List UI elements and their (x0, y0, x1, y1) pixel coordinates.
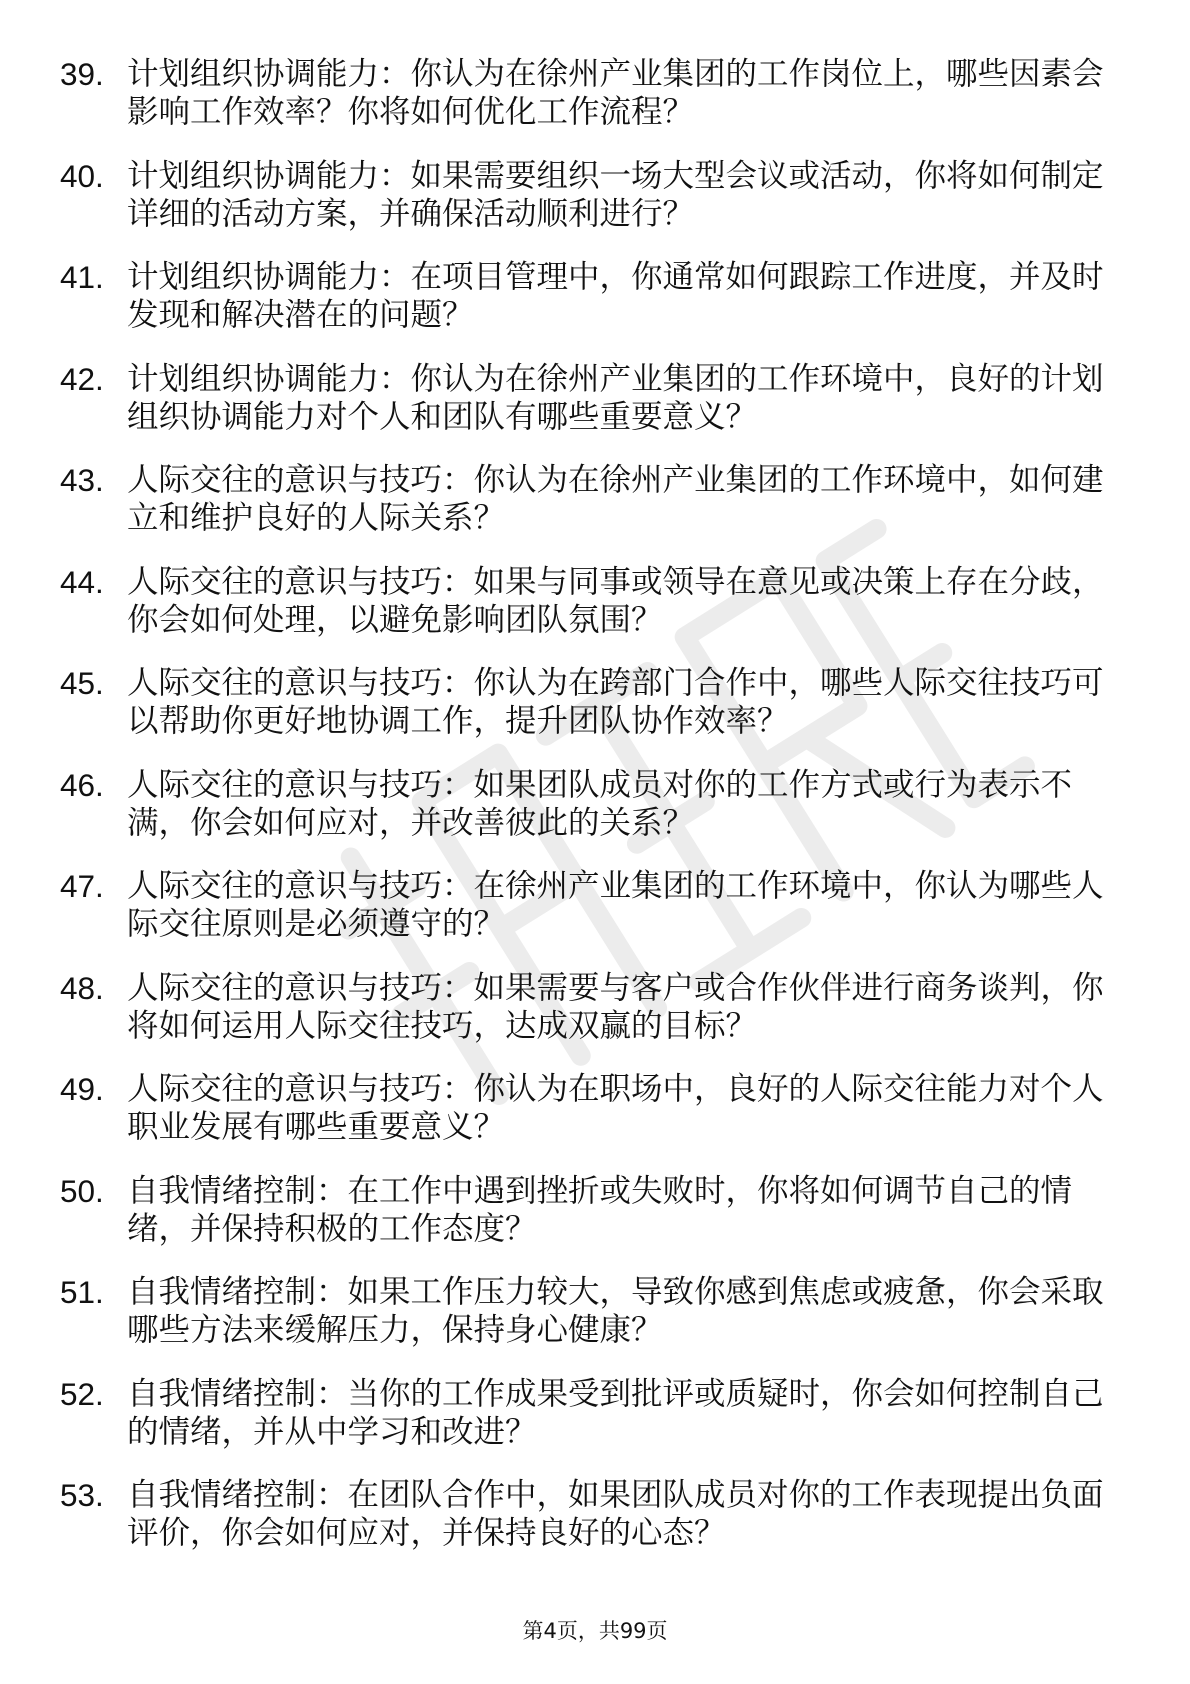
question-text: 自我情绪控制：如果工作压力较大，导致你感到焦虑或疲惫，你会采取哪些方法来缓解压力，保持身心健康？ (127, 1274, 1104, 1348)
question-item (60, 360, 1120, 436)
question-number: 49. (60, 1071, 104, 1107)
question-number: 52. (60, 1375, 104, 1412)
question-text: 人际交往的意识与技巧：你认为在职场中，良好的人际交往能力对个人职业发展有哪些重要意义？ (127, 1071, 1104, 1145)
question-text: 计划组织协调能力：如果需要组织一场大型会议或活动，你将如何制定详细的活动方案，并确保活动顺利进行？ (127, 157, 1104, 232)
question-number: 45. (60, 665, 104, 701)
question-number: 46. (60, 766, 104, 803)
question-text: 人际交往的意识与技巧：你认为在跨部门合作中，哪些人际交往技巧可以帮助你更好地协调工作，提升团队协作效率？ (127, 665, 1104, 739)
question-text: 自我情绪控制：当你的工作成果受到批评或质疑时，你会如何控制自己的情绪，并从中学习和改进？ (127, 1375, 1104, 1450)
question-text: 自我情绪控制：在工作中遇到挫折或失败时，你将如何调节自己的情绪，并保持积极的工作态度？ (127, 1172, 1073, 1247)
question-number: 41. (60, 259, 104, 295)
question-item (60, 1070, 1120, 1146)
question-text: 自我情绪控制：在团队合作中，如果团队成员对你的工作表现提出负面评价，你会如何应对，并保持良好的心态？ (127, 1477, 1104, 1551)
question-item (60, 1172, 1120, 1248)
question-item (60, 157, 1120, 233)
question-item (60, 563, 1120, 639)
question-number: 47. (60, 868, 104, 904)
question-number: 40. (60, 157, 104, 194)
question-number: 51. (60, 1274, 104, 1310)
question-item (60, 867, 1120, 943)
question-number: 39. (60, 56, 104, 92)
question-item (60, 1375, 1120, 1451)
question-text: 人际交往的意识与技巧：在徐州产业集团的工作环境中，你认为哪些人际交往原则是必须遵守的？ (127, 868, 1104, 942)
question-item (60, 258, 1120, 334)
question-number: 50. (60, 1172, 104, 1209)
question-item (60, 664, 1120, 740)
question-text: 人际交往的意识与技巧：如果需要与客户或合作伙伴进行商务谈判，你将如何运用人际交往技巧，达成双赢的目标？ (127, 969, 1104, 1044)
question-text: 计划组织协调能力：在项目管理中，你通常如何跟踪工作进度，并及时发现和解决潜在的问题？ (127, 259, 1104, 333)
question-text: 人际交往的意识与技巧：你认为在徐州产业集团的工作环境中，如何建立和维护良好的人际关系？ (127, 462, 1104, 536)
page-footer: 第4页，共99页 (522, 1619, 668, 1643)
question-item (60, 461, 1120, 537)
question-item (60, 1273, 1120, 1349)
question-item (60, 766, 1120, 842)
question-number: 53. (60, 1477, 104, 1513)
question-number: 48. (60, 969, 104, 1006)
question-item (60, 55, 1120, 131)
question-text: 人际交往的意识与技巧：如果与同事或领导在意见或决策上存在分歧，你会如何处理，以避免影响团队氛围？ (127, 563, 1104, 638)
question-number: 43. (60, 462, 104, 498)
question-list (60, 55, 1120, 1578)
question-number: 42. (60, 360, 104, 397)
question-item (60, 969, 1120, 1045)
question-text: 人际交往的意识与技巧：如果团队成员对你的工作方式或行为表示不满，你会如何应对，并改善彼此的关系？ (127, 766, 1073, 841)
question-item (60, 1476, 1120, 1552)
question-text: 计划组织协调能力：你认为在徐州产业集团的工作岗位上，哪些因素会影响工作效率？你将如何优化工作流程？ (127, 56, 1104, 130)
question-number: 44. (60, 563, 104, 600)
question-text: 计划组织协调能力：你认为在徐州产业集团的工作环境中，良好的计划组织协调能力对个人和团队有哪些重要意义？ (127, 360, 1104, 435)
